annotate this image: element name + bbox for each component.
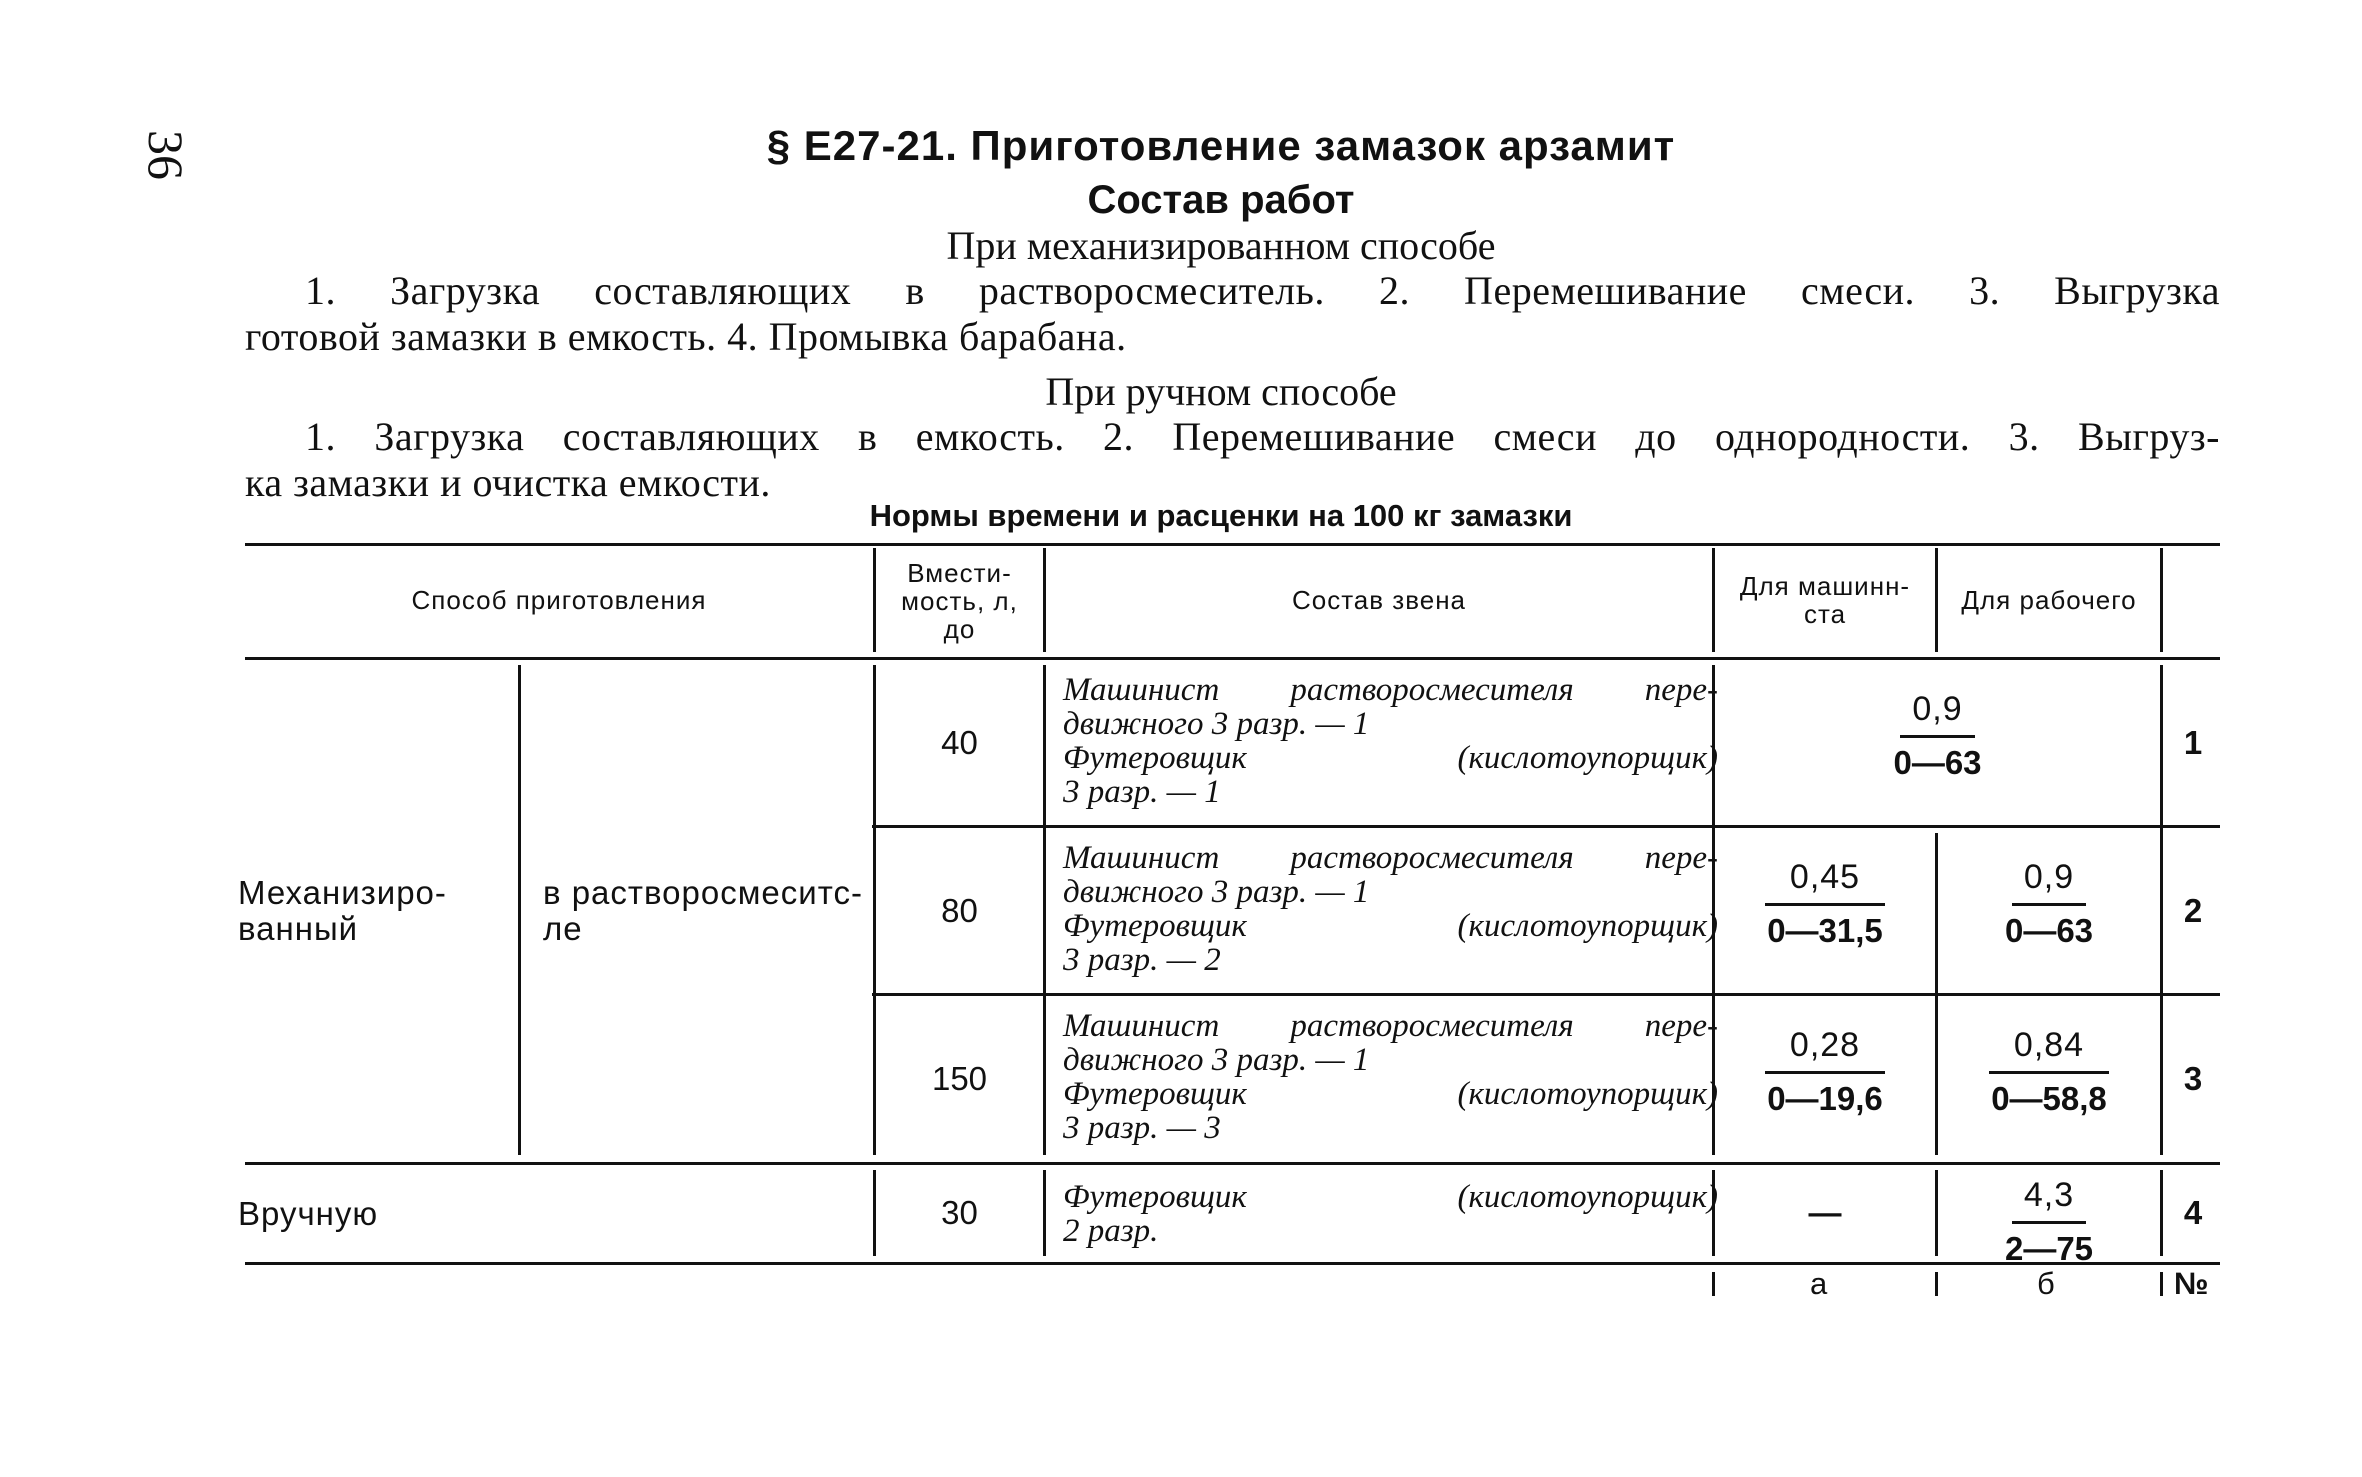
time-norm: 0,9 [2012, 858, 2086, 906]
crew-line: 3 разр. — 3 [1063, 1110, 1221, 1146]
header-operator-line: ста [1803, 599, 1847, 629]
crew-line: движного 3 разр. — 1 [1063, 874, 1370, 910]
table-top-rule [245, 543, 2220, 546]
time-norm: 0,84 [1989, 1026, 2109, 1074]
row-rule-2 [872, 993, 2220, 996]
operator-dash: — [1808, 1194, 1842, 1231]
mechanized-line-2: готовой замазки в емкость. 4. Промывка барабана. [245, 314, 1127, 359]
operator-norm [1715, 1026, 1935, 1118]
crew-composition [1063, 1180, 1718, 1248]
worker-norm [1938, 1176, 2160, 1268]
crew-line: Машинист растворосмесителя пере- [1063, 672, 1718, 708]
time-norm: 0,28 [1765, 1026, 1885, 1074]
worker-norm [1938, 1026, 2160, 1118]
page-number: 36 [138, 130, 194, 180]
capacity-value: 150 [931, 1059, 988, 1097]
rate-value: 0—31,5 [1767, 912, 1883, 949]
section-subtitle: Состав работ [1087, 178, 1355, 222]
method-mixer [543, 875, 863, 947]
group-rule [245, 1162, 2220, 1165]
crew-line: 3 разр. — 1 [1063, 774, 1221, 810]
crew-line: движного 3 разр. — 1 [1063, 1042, 1370, 1078]
worker-norm [1938, 858, 2160, 950]
rate-value: 0—19,6 [1767, 1080, 1883, 1117]
method-mixer-line: ле [543, 910, 583, 947]
mechanized-heading: При механизированном способе [946, 223, 1496, 268]
manual-heading: При ручном способе [1045, 369, 1397, 414]
method-manual: Вручную [238, 1195, 379, 1232]
header-worker: Для рабочего [1961, 585, 2137, 615]
crew-line: 3 разр. — 2 [1063, 942, 1221, 978]
row-number: 3 [2183, 1059, 2203, 1097]
operator-norm [1715, 858, 1935, 950]
column-label-no: № [2174, 1266, 2209, 1301]
rate-value: 2—75 [2004, 1230, 2094, 1267]
crew-line: Футеровщик (кислотоупорщик) [1063, 908, 1718, 944]
footer-tick [2160, 1272, 2163, 1296]
time-norm: 4,3 [2012, 1176, 2086, 1224]
time-norm: 0,45 [1765, 858, 1885, 906]
section-title: § Е27-21. Приготовление замазок арзамит [766, 122, 1676, 169]
capacity-value: 40 [941, 723, 978, 761]
column-label-a: а [1810, 1266, 1828, 1301]
header-bottom-rule [245, 657, 2220, 660]
method-mixer-line: в растворосмеситс- [543, 874, 863, 911]
capacity-value: 30 [941, 1194, 978, 1231]
header-method: Способ приготовления [411, 585, 707, 615]
combined-norm [1715, 690, 2160, 782]
manual-line-2: ка замазки и очистка емкости. [245, 460, 771, 505]
footer-tick [1935, 1272, 1938, 1296]
crew-line: движного 3 разр. — 1 [1063, 706, 1370, 742]
crew-line: Машинист растворосмесителя пере- [1063, 1008, 1718, 1044]
header-crew: Состав звена [1291, 585, 1467, 615]
manual-line-1: 1. Загрузка составляющих в емкость. 2. Перемешивание смеси до однородности. 3. Выгруз- [305, 414, 2220, 459]
body-divider [1043, 1170, 1046, 1256]
crew-composition [1063, 841, 1718, 977]
rate-value: 0—63 [2004, 912, 2094, 949]
body-divider [518, 665, 521, 1155]
crew-line: Футеровщик (кислотоупорщик) [1063, 740, 1718, 776]
method-mechanized-line: ванный [238, 910, 359, 947]
header-capacity-line: Вмести- [907, 558, 1012, 588]
method-mechanized-line: Механизиро- [238, 874, 447, 911]
row-number: 1 [2183, 723, 2203, 761]
row-number: 2 [2183, 891, 2203, 929]
capacity-value: 80 [941, 891, 978, 929]
header-operator-line: Для машинн- [1739, 571, 1911, 601]
table-caption: Нормы времени и расценки на 100 кг замазки [869, 498, 1573, 533]
body-divider [1043, 665, 1046, 1155]
column-label-b: б [2037, 1266, 2055, 1301]
row-number: 4 [2183, 1194, 2203, 1231]
mechanized-line-1: 1. Загрузка составляющих в растворосмеситель. 2. Перемешивание смеси. 3. Выгрузка [305, 268, 2220, 313]
header-capacity-line: до [943, 614, 976, 644]
manual-paragraph [245, 414, 2220, 506]
rate-value: 0—63 [1893, 744, 1982, 781]
crew-composition [1063, 1009, 1718, 1145]
row-rule-1 [872, 825, 2220, 828]
header-capacity-line: мость, л, [901, 586, 1018, 616]
mechanized-paragraph [245, 268, 2220, 360]
rate-value: 0—58,8 [1991, 1080, 2107, 1117]
header-operator [1715, 548, 1935, 652]
method-mechanized [238, 875, 447, 947]
table-bottom-rule [245, 1262, 2220, 1265]
crew-composition [1063, 673, 1718, 809]
crew-line: Машинист растворосмесителя пере- [1063, 840, 1718, 876]
footer-tick [1712, 1272, 1715, 1296]
header-capacity [876, 556, 1043, 646]
crew-line: Футеровщик (кислотоупорщик) [1063, 1179, 1718, 1215]
header-divider [2160, 548, 2163, 652]
crew-line: Футеровщик (кислотоупорщик) [1063, 1076, 1718, 1112]
time-norm: 0,9 [1900, 690, 1974, 738]
crew-line: 2 разр. [1063, 1213, 1159, 1249]
